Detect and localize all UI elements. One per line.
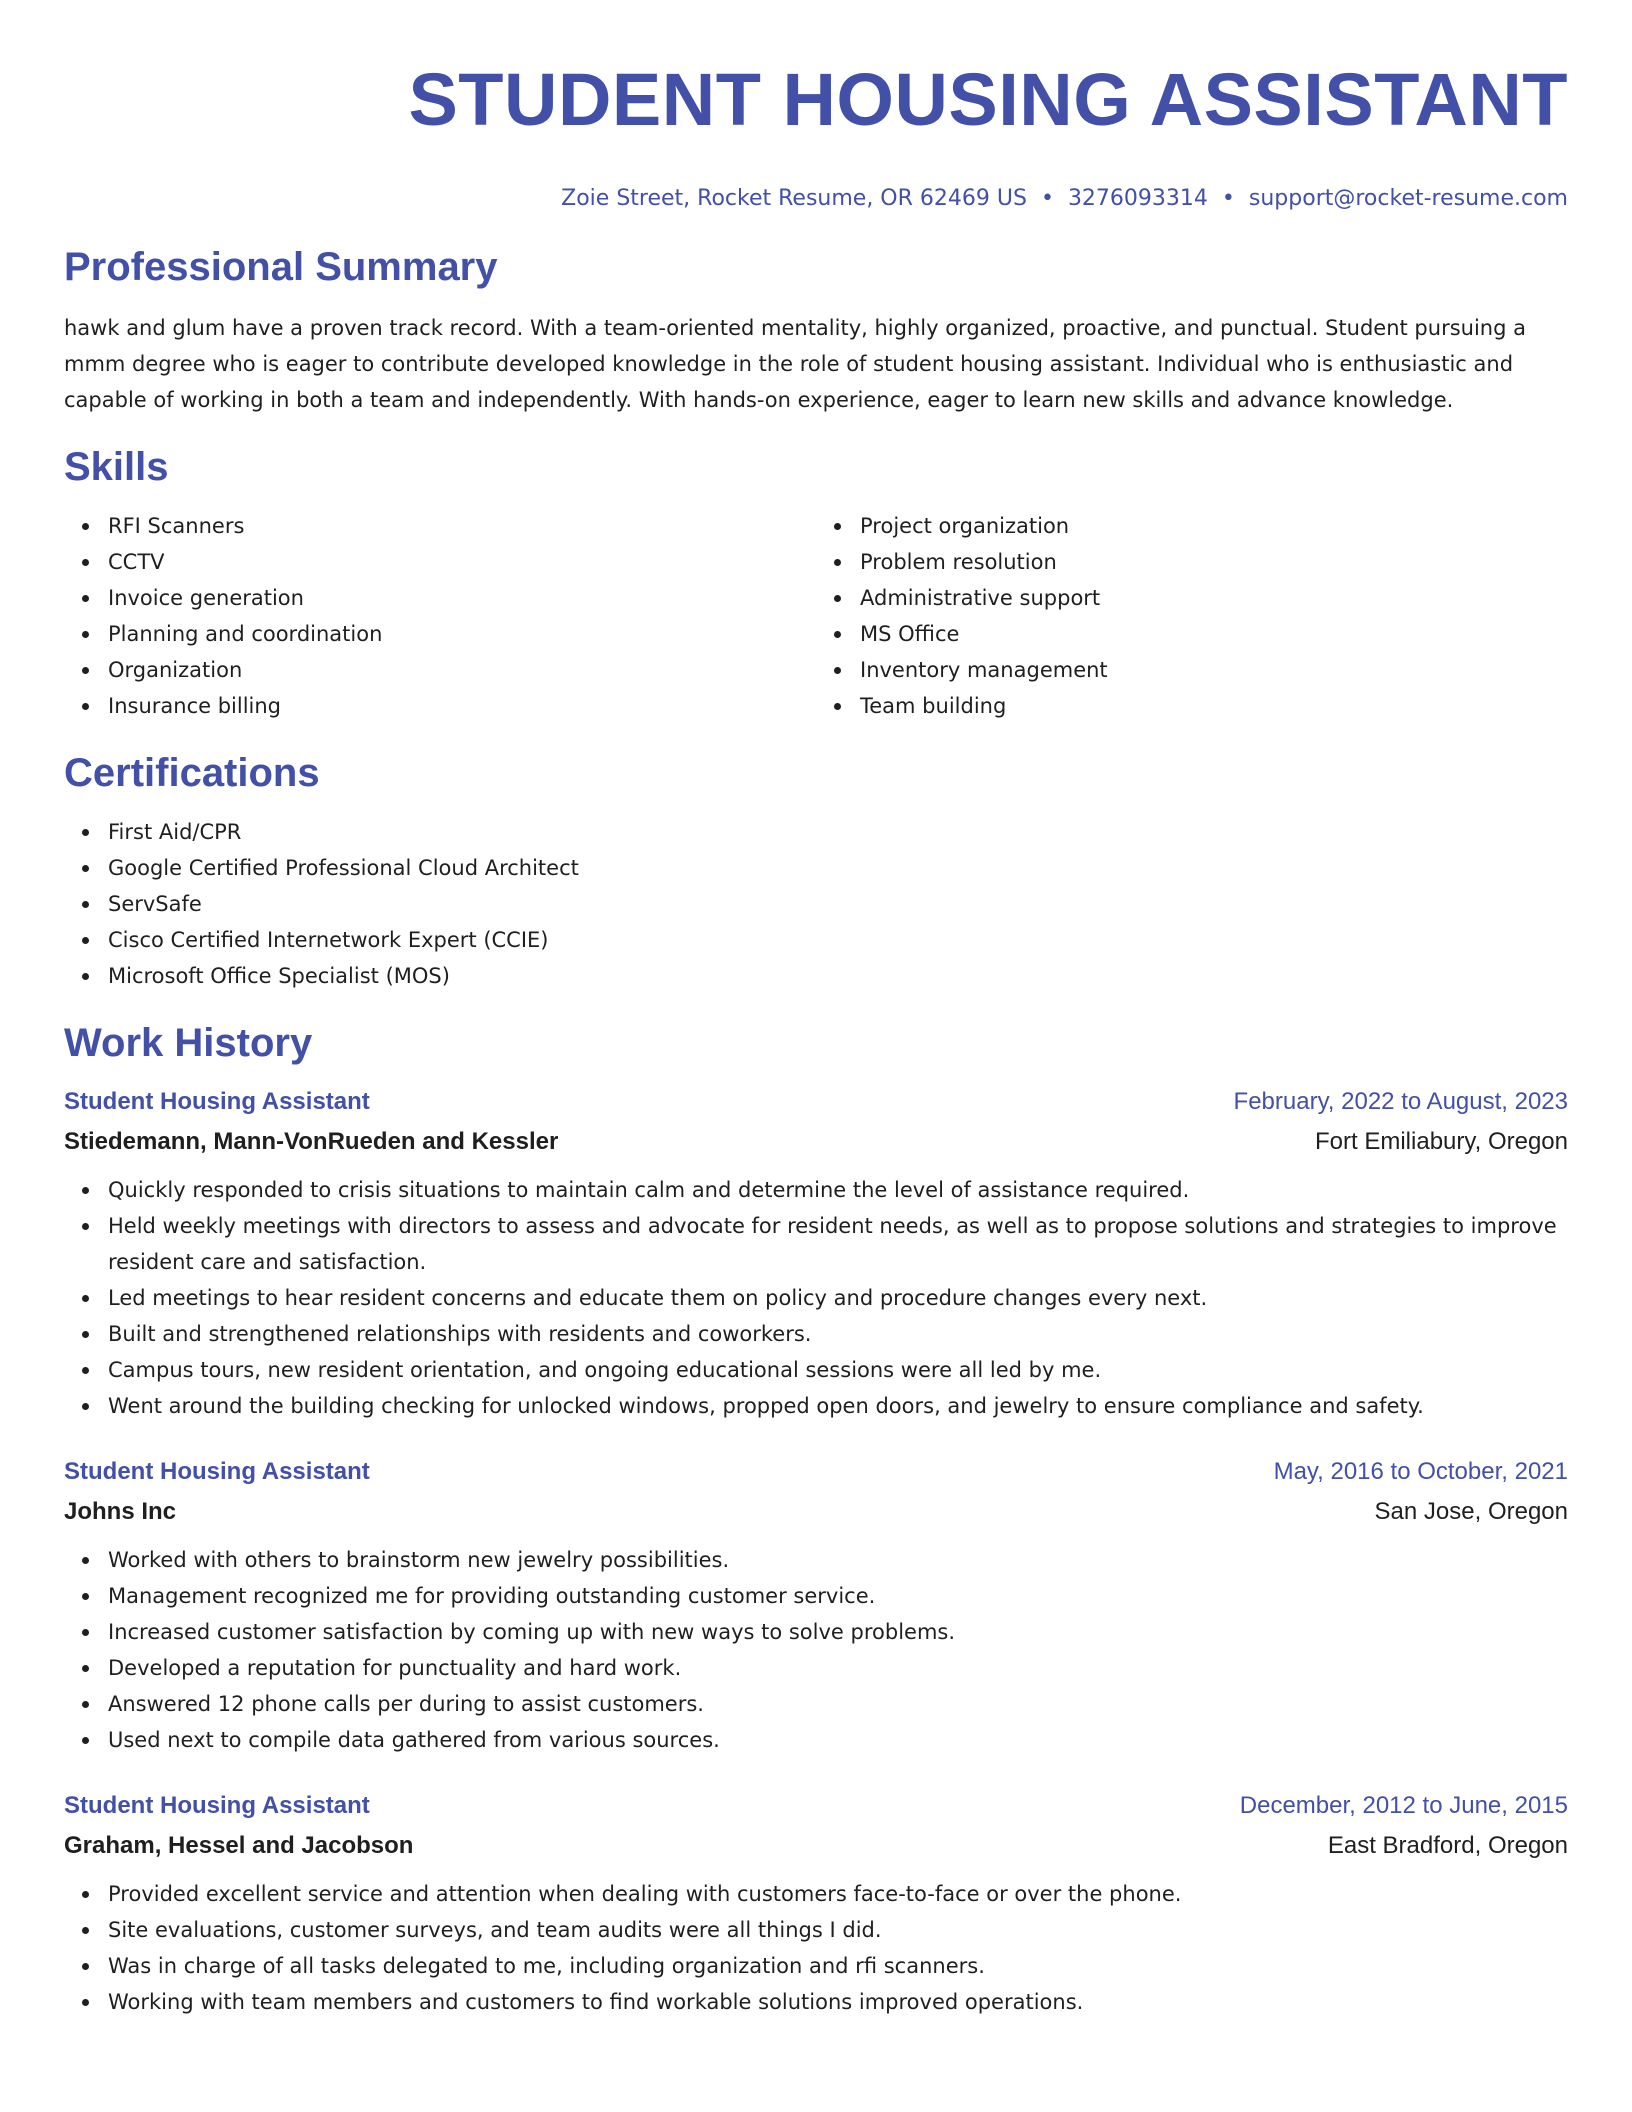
certification-item: ServSafe [108,886,1568,922]
skill-item: RFI Scanners [108,508,816,544]
job-dates: February, 2022 to August, 2023 [1233,1088,1568,1115]
job-subheader [64,1494,1568,1530]
job-bullets [64,1876,1568,2020]
job-title: Student Housing Assistant [64,1792,370,1819]
job-bullet: Site evaluations, customer surveys, and team audits were all things I did. [108,1912,1568,1948]
job-entry [64,1084,1568,1424]
job-bullet: Answered 12 phone calls per during to assist customers. [108,1686,1568,1722]
job-bullet: Went around the building checking for unlocked windows, propped open doors, and jewelry to ensure compliance and safety. [108,1388,1568,1424]
job-location: East Bradford, Oregon [1327,1832,1568,1859]
phone: 3276093314 [1067,186,1208,211]
separator: • [1040,186,1054,211]
skill-item: Organization [108,652,816,688]
job-bullets [64,1172,1568,1424]
job-entry [64,1454,1568,1758]
certifications-section [64,746,1568,994]
section-title: Professional Summary [64,245,498,289]
job-bullet: Working with team members and customers to find workable solutions improved operations. [108,1984,1568,2020]
job-bullets [64,1542,1568,1758]
skills-columns [64,508,1568,724]
job-bullet: Held weekly meetings with directors to assess and advocate for resident needs, as well as to propose solutions and strategies to improve resident care and satisfaction. [108,1208,1568,1280]
summary-section [64,240,1568,418]
job-header [64,1454,1568,1490]
certification-item: Cisco Certified Internetwork Expert (CCIE) [108,922,1568,958]
job-bullet: Management recognized me for providing outstanding customer service. [108,1578,1568,1614]
job-subheader [64,1124,1568,1160]
job-company: Graham, Hessel and Jacobson [64,1832,414,1859]
skills-list-right [816,508,1568,724]
skill-item: Inventory management [860,652,1568,688]
job-bullet: Used next to compile data gathered from various sources. [108,1722,1568,1758]
skill-item: CCTV [108,544,816,580]
job-entry [64,1788,1568,2020]
job-bullet: Was in charge of all tasks delegated to me, including organization and rfi scanners. [108,1948,1568,1984]
job-location: Fort Emiliabury, Oregon [1315,1128,1568,1155]
skill-item: Team building [860,688,1568,724]
section-title: Certifications [64,751,320,795]
job-company: Stiedemann, Mann-VonRueden and Kessler [64,1128,559,1155]
job-bullet: Campus tours, new resident orientation, and ongoing educational sessions were all led by me. [108,1352,1568,1388]
job-company: Johns Inc [64,1498,177,1525]
work-history-section [64,1016,1568,2020]
skill-item: Insurance billing [108,688,816,724]
job-title: Student Housing Assistant [64,1458,370,1485]
job-bullet: Quickly responded to crisis situations to maintain calm and determine the level of assistance required. [108,1172,1568,1208]
skill-item: Invoice generation [108,580,816,616]
job-bullet: Worked with others to brainstorm new jewelry possibilities. [108,1542,1568,1578]
contact-line [64,184,1568,214]
email-link[interactable]: support@rocket-resume.com [1248,186,1568,211]
skill-item: MS Office [860,616,1568,652]
summary-text: hawk and glum have a proven track record. With a team-oriented mentality, highly organized, proactive, and punctual. Student pursuing a mmm degree who is eager to contribute developed knowledge in the role of student housing assistant. Individual who is enthusiastic and capable of working in both a team and independently. With hands-on experience, eager to learn new skills and advance knowledge. [64,316,1526,412]
address: Zoie Street, Rocket Resume, OR 62469 US [561,186,1027,211]
skill-item: Project organization [860,508,1568,544]
job-bullet: Increased customer satisfaction by coming up with new ways to solve problems. [108,1614,1568,1650]
section-title: Skills [64,445,169,489]
separator: • [1221,186,1235,211]
skill-item: Problem resolution [860,544,1568,580]
skill-item: Planning and coordination [108,616,816,652]
job-bullet: Built and strengthened relationships with residents and coworkers. [108,1316,1568,1352]
skill-item: Administrative support [860,580,1568,616]
certification-item: Google Certified Professional Cloud Architect [108,850,1568,886]
certification-item: First Aid/CPR [108,814,1568,850]
skills-list-left [64,508,816,724]
job-bullet: Developed a reputation for punctuality and hard work. [108,1650,1568,1686]
certification-item: Microsoft Office Specialist (MOS) [108,958,1568,994]
job-location: San Jose, Oregon [1374,1498,1568,1525]
job-subheader [64,1828,1568,1864]
section-title: Work History [64,1021,313,1065]
certifications-list [64,814,1568,994]
candidate-name: STUDENT HOUSING ASSISTANT [408,58,1568,141]
job-bullet: Led meetings to hear resident concerns and educate them on policy and procedure changes every next. [108,1280,1568,1316]
job-header [64,1084,1568,1120]
job-title: Student Housing Assistant [64,1088,370,1115]
skills-section [64,440,1568,724]
job-header [64,1788,1568,1824]
job-bullet: Provided excellent service and attention when dealing with customers face-to-face or over the phone. [108,1876,1568,1912]
job-dates: December, 2012 to June, 2015 [1239,1792,1568,1819]
job-dates: May, 2016 to October, 2021 [1273,1458,1568,1485]
